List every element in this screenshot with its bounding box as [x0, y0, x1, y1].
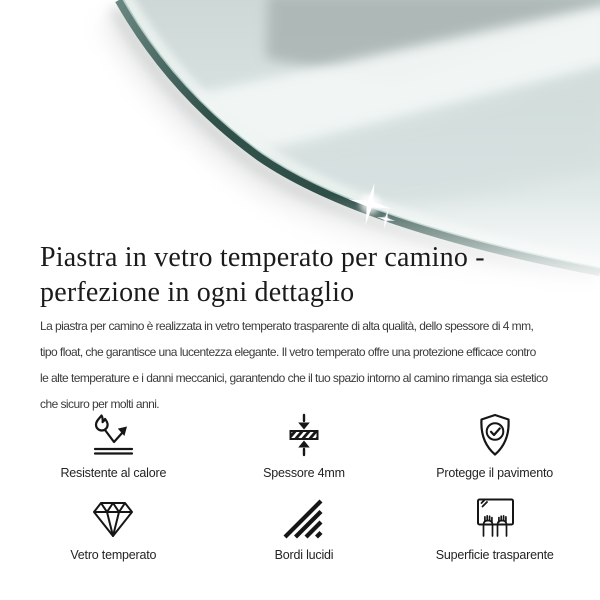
feature-label: Superficie trasparente	[435, 548, 554, 562]
heat-resistant-icon	[87, 412, 139, 458]
feature-thickness-4mm	[209, 412, 400, 480]
feature-transparent-surface	[399, 494, 590, 562]
floor-protection-shield-icon	[475, 412, 515, 458]
feature-label: Bordi lucidi	[274, 548, 334, 562]
polished-edges-icon	[282, 494, 326, 540]
feature-label: Protegge il pavimento	[436, 466, 554, 480]
description-line: le alte temperature e i danni meccanici, garantendo che il tuo spazio intorno al camino rimanga sia estetico	[40, 371, 548, 385]
tempered-glass-diamond-icon	[90, 494, 136, 540]
feature-polished-edges	[209, 494, 400, 562]
description-line: La piastra per camino è realizzata in vetro temperato trasparente di alta qualità, dello spessore di 4 mm,	[40, 319, 534, 333]
transparent-surface-icon	[469, 494, 521, 540]
feature-label: Spessore 4mm	[263, 466, 345, 480]
page-title: Piastra in vetro temperato per camino - perfezione in ogni dettaglio	[40, 242, 485, 308]
feature-heat-resistant	[18, 412, 209, 480]
thickness-4mm-icon	[282, 412, 326, 458]
feature-label: Resistente al calore	[60, 466, 167, 480]
feature-tempered-glass	[18, 494, 209, 562]
description-line: tipo float, che garantisce una lucentezza elegante. Il vetro temperato offre una protezione efficace contro	[40, 345, 536, 359]
feature-floor-protection	[399, 412, 590, 480]
product-description	[40, 313, 596, 417]
feature-label: Vetro temperato	[70, 548, 157, 562]
feature-grid	[18, 412, 590, 562]
description-line: che sicuro per molti anni.	[40, 397, 160, 411]
